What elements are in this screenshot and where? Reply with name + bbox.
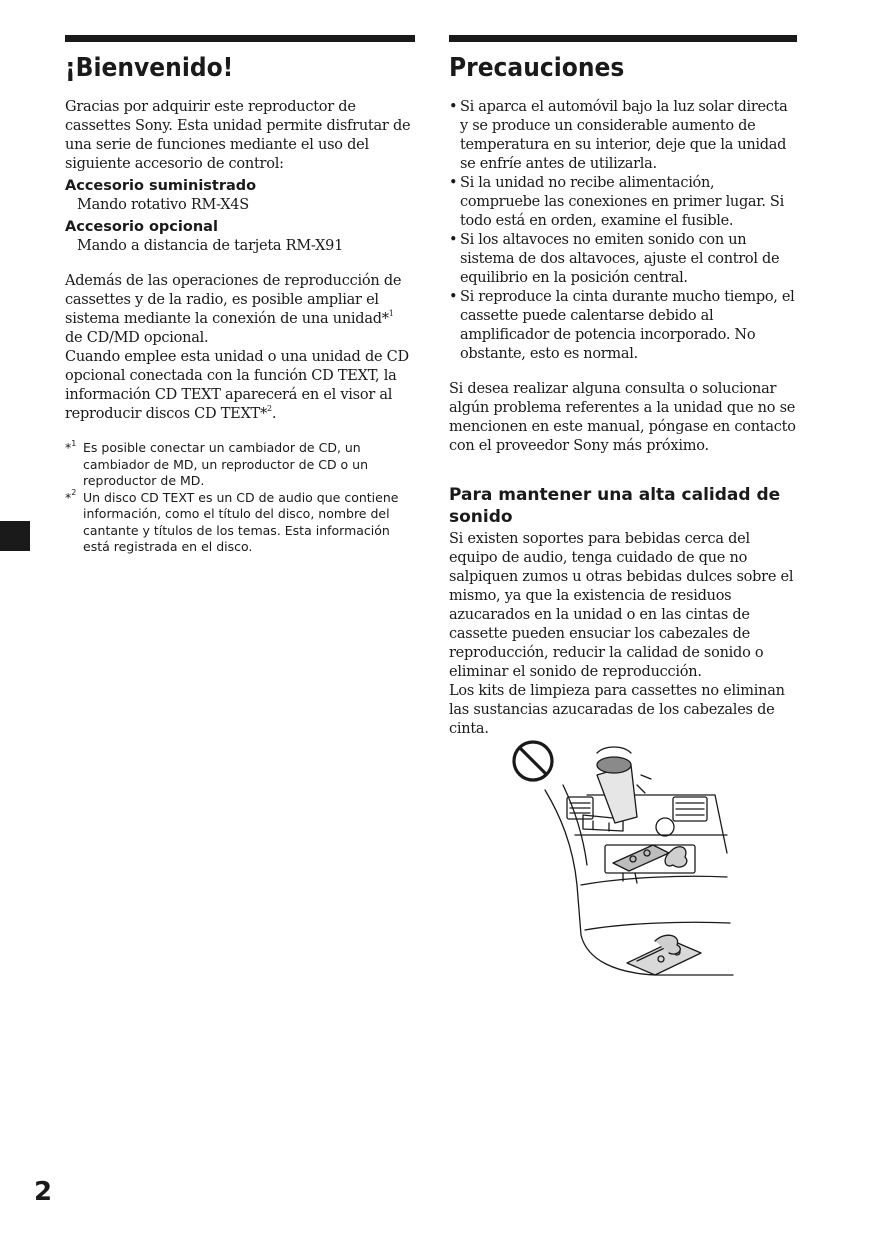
expansion-paragraph: Además de las operaciones de reproducción de cassettes y de la radio, es posible ampliar el sistema mediante la conexión de una unidad*$^1$ de CD/MD opcional.: [65, 273, 402, 346]
prohibited-icon: [514, 742, 552, 780]
sound-quality-heading: Para mantener una alta calidad de sonido: [449, 485, 781, 527]
optional-accessory-heading: Accesorio opcional: [65, 219, 218, 235]
cd-text-paragraph: Cuando emplee esta unidad o una unidad de CD opcional conectada con la función CD TEXT, la información CD TEXT aparecerá en el visor al reproducir discos CD TEXT*$^2$.: [65, 349, 409, 422]
footnotes: [65, 440, 415, 556]
list-item: • Si la unidad no recibe alimentación, compruebe las conexiones en primer lugar. Si todo está en orden, examine el fusible.: [449, 175, 784, 229]
list-item: • Si reproduce la cinta durante mucho tiempo, el cassette puede calentarse debido al amplificador de potencia incorporado. No obstante, esto es normal.: [449, 289, 795, 362]
list-item: • Si aparca el automóvil bajo la luz solar directa y se produce un considerable aumento de temperatura en su interior, deje que la unidad se enfríe antes de utilizarla.: [449, 99, 788, 172]
supplied-accessory-heading: Accesorio suministrado: [65, 178, 257, 194]
section-tab-marker: [0, 521, 30, 551]
precautions-title: Precauciones: [449, 53, 625, 83]
precautions-column: [449, 35, 797, 739]
consult-paragraph: Si desea realizar alguna consulta o solucionar algún problema referentes a la unidad que no se mencionen en este manual, póngase en contacto con el proveedor Sony más próximo.: [449, 381, 796, 454]
page-number: 2: [34, 1177, 53, 1207]
precautions-list: [449, 98, 797, 364]
sound-quality-paragraph-1: Si existen soportes para bebidas cerca del equipo de audio, tenga cuidado de que no salpiquen zumos u otras bebidas dulces sobre el mismo, ya que la existencia de residuos azucarados en la unidad o en las cintas de cassette pueden ensuciar los cabezales de reproducción, reducir la calidad de sonido o eliminar el sonido de reproducción.: [449, 531, 794, 680]
footnote-1: *$^1$ Es posible conectar un cambiador de CD, un cambiador de MD, un reproductor de CD o un reproductor de MD.: [65, 438, 369, 488]
footnote-2: *$^2$ Un disco CD TEXT es un CD de audio que contiene información, como el título del disco, nombre del cantante y títulos de los temas. Esta información está registrada en el disco.: [65, 488, 399, 554]
heading-rule: [65, 35, 415, 42]
supplied-accessory-item: Mando rotativo RM-X4S: [77, 197, 249, 213]
welcome-column: [65, 35, 415, 556]
sound-quality-paragraph-2: Los kits de limpieza para cassettes no eliminan las sustancias azucaradas de los cabezales de cinta.: [449, 683, 785, 737]
heading-rule: [449, 35, 797, 42]
welcome-intro: Gracias por adquirir este reproductor de cassettes Sony. Esta unidad permite disfrutar de una serie de funciones mediante el uso del siguiente accesorio de control:: [65, 99, 411, 172]
list-item: • Si los altavoces no emiten sonido con un sistema de dos altavoces, ajuste el control de equilibrio en la posición central.: [449, 232, 780, 286]
optional-accessory-item: Mando a distancia de tarjeta RM-X91: [77, 238, 344, 254]
welcome-title: ¡Bienvenido!: [65, 53, 234, 83]
spilled-drink-illustration: [505, 735, 735, 985]
